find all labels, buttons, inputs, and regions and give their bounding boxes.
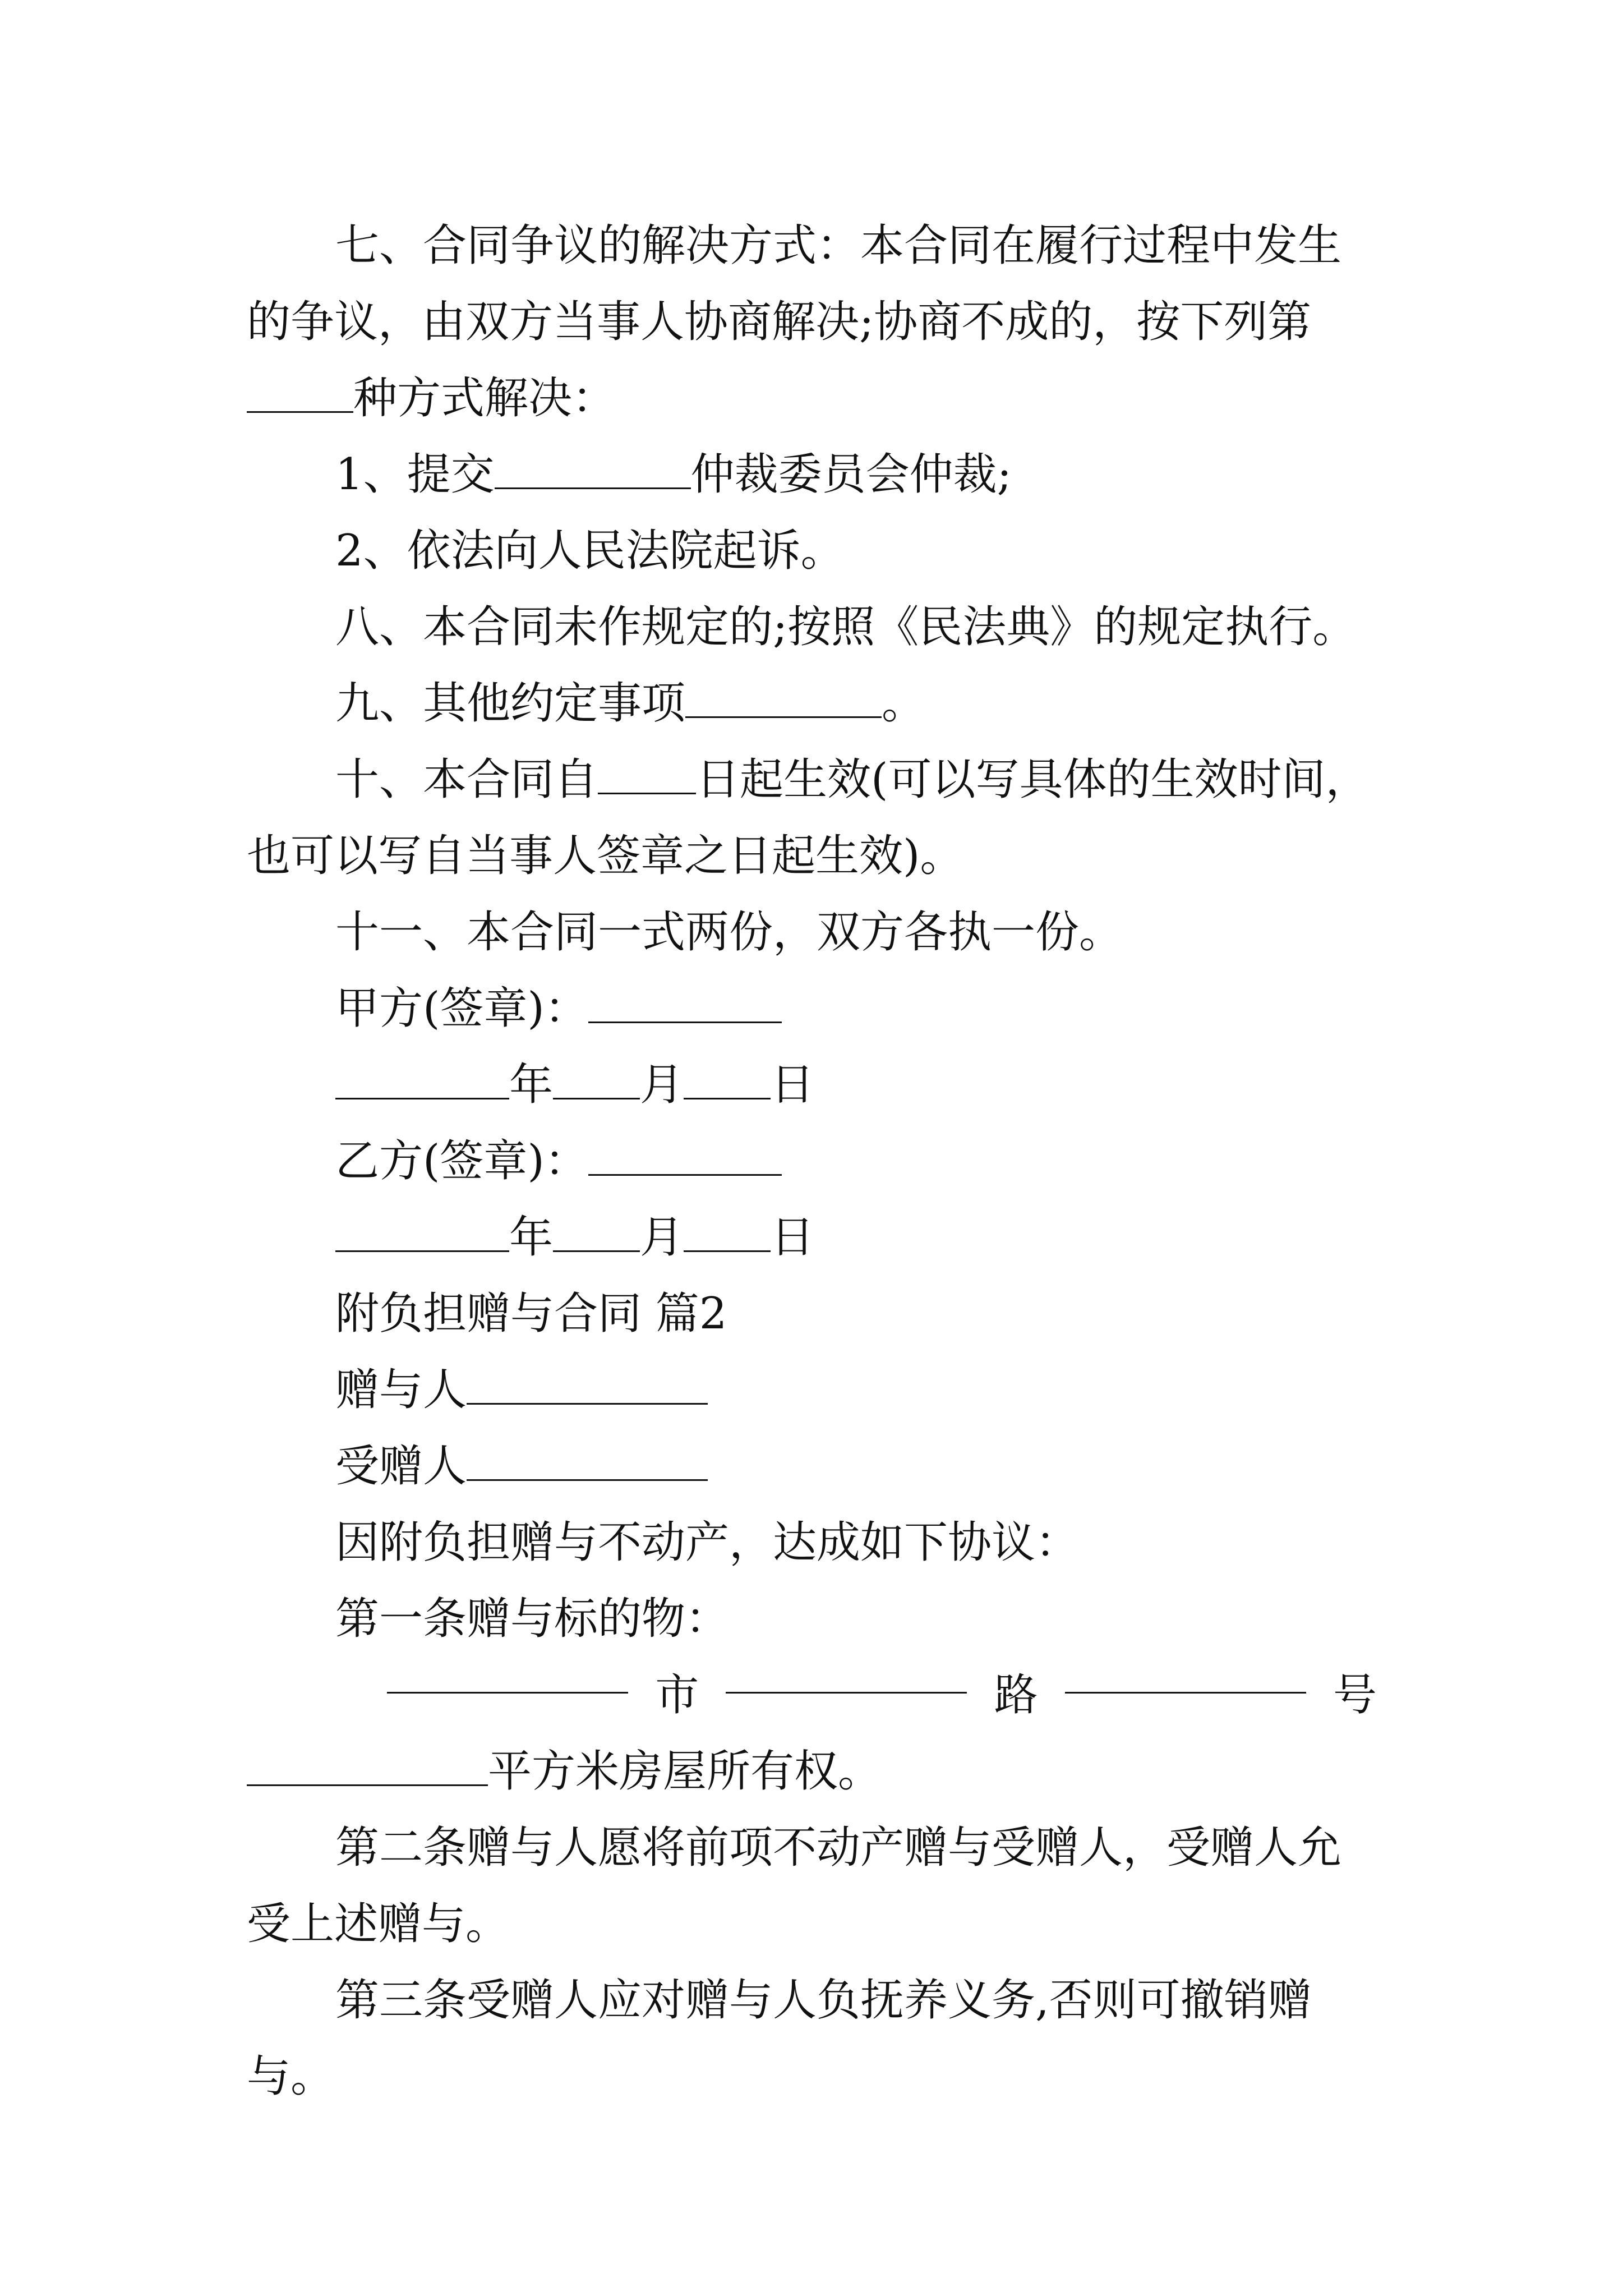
party-a-signature [247, 970, 1380, 1047]
road-label: 路 [994, 1670, 1038, 1720]
donor-label: 赠与人 [335, 1365, 467, 1415]
city-label: 市 [655, 1670, 699, 1720]
article-3: 第三条受赠人应对赠与人负抚养义务,否则可撤销赠与。 [247, 1975, 1312, 2102]
number-label: 号 [1332, 1670, 1377, 1720]
blank-line [387, 1657, 628, 1694]
blank-line [1065, 1657, 1306, 1694]
blank-line [247, 1750, 488, 1786]
clause-7-option-1 [247, 436, 1380, 513]
option-1-text: 1、提交 [335, 449, 495, 500]
blank-line [335, 1216, 509, 1252]
year-label: 年 [509, 1212, 554, 1263]
area-label: 平方米房屋所有权。 [488, 1746, 882, 1797]
option-1-tail: 仲裁委员会仲裁; [690, 449, 1012, 500]
year-label: 年 [509, 1060, 554, 1110]
clause-9-text: 九、其他约定事项 [335, 678, 686, 729]
blank-line [247, 376, 353, 413]
blank-line [588, 987, 782, 1023]
blank-line [553, 1216, 640, 1252]
blank-line [588, 1139, 782, 1176]
donee-label: 受赠人 [335, 1441, 467, 1492]
clause-10-text: 十、本合同自 [335, 754, 598, 805]
blank-line [684, 1216, 771, 1252]
clause-7 [247, 208, 1380, 436]
clause-7-tail: 种方式解决： [353, 373, 616, 424]
clause-10 [247, 742, 1380, 894]
blank-line [726, 1657, 967, 1694]
blank-line [467, 1368, 708, 1405]
donor-line [247, 1352, 1380, 1428]
day-label: 日 [771, 1212, 815, 1263]
blank-line [335, 1063, 509, 1099]
blank-line [553, 1063, 640, 1099]
clause-9-tail: 。 [882, 678, 926, 729]
blank-line [495, 453, 691, 489]
month-label: 月 [640, 1212, 684, 1263]
blank-line [598, 758, 696, 794]
section-title-2: 附负担赠与合同 篇2 [335, 1289, 727, 1339]
party-b-signature [247, 1123, 1380, 1199]
clause-8: 八、本合同未作规定的;按照《民法典》的规定执行。 [335, 602, 1357, 652]
clause-9 [247, 665, 1380, 742]
document-body [247, 208, 1380, 2115]
article-2: 第二条赠与人愿将前项不动产赠与受赠人，受赠人允受上述赠与。 [247, 1823, 1342, 1949]
clause-11: 十一、本合同一式两份，双方各执一份。 [335, 907, 1123, 958]
day-label: 日 [771, 1060, 815, 1110]
month-label: 月 [640, 1060, 684, 1110]
party-a-date [247, 1047, 1380, 1123]
party-b-label: 乙方(签章)： [335, 1136, 588, 1186]
clause-7-option-2: 2、依法向人民法院起诉。 [335, 526, 845, 576]
blank-line [467, 1444, 708, 1481]
party-b-date [247, 1199, 1380, 1276]
intro: 因附负担赠与不动产，达成如下协议： [335, 1517, 1080, 1568]
article-1: 第一条赠与标的物： [335, 1594, 730, 1644]
area-line [247, 1733, 1380, 1810]
address-line [247, 1657, 1380, 1733]
donee-line [247, 1428, 1380, 1504]
blank-line [685, 682, 882, 718]
clause-10-tail: 日起生效(可以写具体的生效时间，也可以写自当事人签章之日起生效)。 [247, 754, 1370, 881]
party-a-label: 甲方(签章)： [335, 983, 588, 1034]
blank-line [684, 1063, 771, 1099]
clause-7-text: 七、合同争议的解决方式：本合同在履行过程中发生的争议，由双方当事人协商解决;协商不成的，按下列第 [247, 220, 1342, 347]
